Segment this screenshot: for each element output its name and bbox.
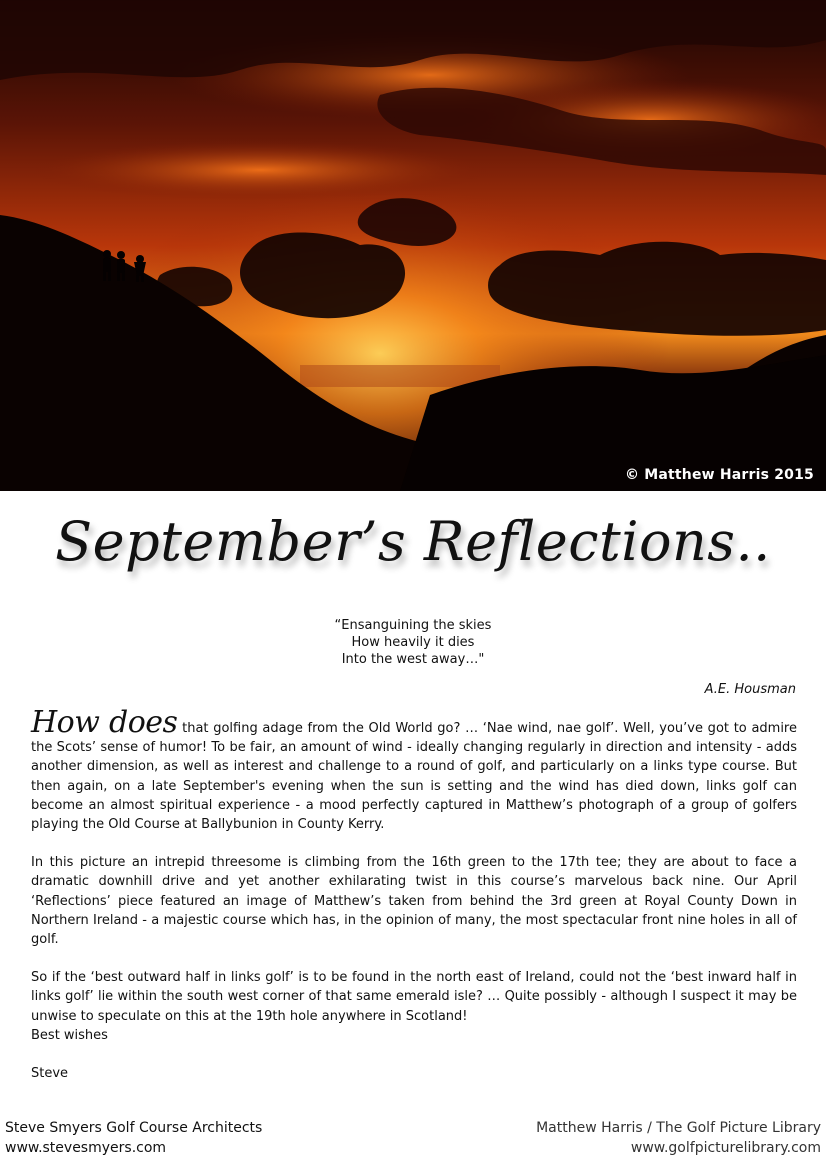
- quote-author: A.E. Housman: [704, 682, 796, 697]
- article-body: [31, 705, 797, 1083]
- sunset-golf-course-image: [0, 0, 826, 491]
- quote-line: Into the west away…": [341, 652, 485, 667]
- paragraph: In this picture an intrepid threesome is climbing from the 16th green to the 17th tee; they are about to face a dramatic downhill drive and yet another exhilarating twist in this course’s marvelous back nine. Our April ‘Reflections’ piece featured an image of Matthew’s taken from behind the 3rd green at Royal County Down in Northern Ireland - a majestic course which has, in the opinion of many, the most spectacular front nine holes in all of golf.: [31, 855, 797, 948]
- drop-cap: How does: [31, 705, 178, 740]
- photo-copyright: © Matthew Harris 2015: [624, 467, 814, 483]
- architect-url-link[interactable]: www.stevesmyers.com: [5, 1140, 167, 1156]
- footer-architect: [5, 1118, 262, 1158]
- architect-name: Steve Smyers Golf Course Architects: [5, 1120, 263, 1136]
- epigraph-quote: [0, 617, 826, 668]
- photographer-url-link[interactable]: www.golfpicturelibrary.com: [630, 1140, 821, 1156]
- paragraph-text: that golfing adage from the Old World go? … ‘Nae wind, nae golf’. Well, you’ve got to admire the Scots’ sense of humor! To be fair, an amount of wind - ideally changing regularly in direction and intensity - adds another dimension, as well as interest and challenge to a round of golf, and particularly on a links type course. But then again, on a late September's evening when the sun is setting and the wind has died down, links golf can become an almost spiritual experience - a mood perfectly captured in Matthew’s photograph of a group of golfers playing the Old Course at Ballybunion in County Kerry.: [31, 721, 797, 833]
- signature: Steve: [31, 1066, 69, 1082]
- sign-off: Best wishes: [31, 1027, 108, 1043]
- photographer-name: Matthew Harris / The Golf Picture Library: [536, 1120, 821, 1136]
- page-title: September’s Reflections..: [55, 510, 771, 573]
- sunset-photo: [0, 0, 826, 491]
- footer-photographer: [536, 1118, 821, 1158]
- quote-line: “Ensanguining the skies: [334, 618, 492, 633]
- paragraph: [31, 705, 797, 834]
- paragraph: So if the ‘best outward half in links golf’ is to be found in the north east of Ireland, could not the ‘best inward half in links golf’ lie within the south west corner of that same emerald isle? … Quite possibly - although I suspect it may be unwise to speculate on this at the 19th hole anywhere in Scotland!: [31, 970, 797, 1024]
- quote-line: How heavily it dies: [351, 635, 475, 650]
